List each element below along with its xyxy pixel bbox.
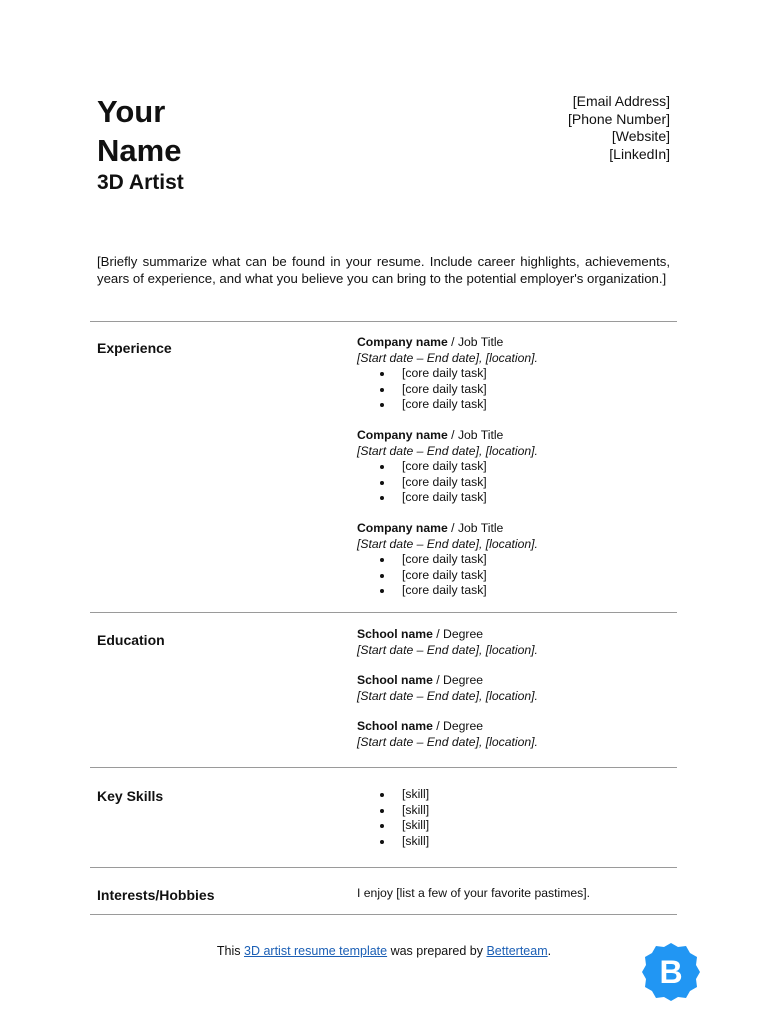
task-list bbox=[357, 552, 677, 599]
skill-item: [skill] bbox=[402, 803, 677, 819]
footer-prefix: This bbox=[216, 944, 244, 958]
divider bbox=[90, 321, 677, 322]
experience-list bbox=[357, 335, 677, 599]
footer-middle: was prepared by bbox=[387, 944, 487, 958]
name-line-1: Your bbox=[97, 94, 166, 129]
name-line-2: Name bbox=[97, 133, 182, 168]
divider bbox=[90, 767, 677, 768]
school-name: School name bbox=[357, 719, 433, 734]
education-entry bbox=[357, 673, 677, 704]
degree: Degree bbox=[443, 719, 484, 734]
badge-letter: B bbox=[659, 954, 683, 990]
task-item: [core daily task] bbox=[402, 459, 677, 475]
company-name: Company name bbox=[357, 335, 448, 349]
task-item: [core daily task] bbox=[402, 382, 677, 398]
task-item: [core daily task] bbox=[402, 490, 677, 506]
interests-text: I enjoy [list a few of your favorite pastimes]. bbox=[357, 886, 591, 900]
degree: Degree bbox=[443, 673, 484, 688]
task-item: [core daily task] bbox=[402, 568, 677, 584]
task-item: [core daily task] bbox=[402, 397, 677, 413]
divider bbox=[90, 914, 677, 915]
education-entry bbox=[357, 627, 677, 658]
separator: / bbox=[447, 335, 458, 349]
date-location: [Start date – End date], [location]. bbox=[357, 536, 538, 551]
task-list bbox=[357, 366, 677, 413]
contact-phone: [Phone Number] bbox=[568, 110, 670, 127]
date-location: [Start date – End date], [location]. bbox=[357, 688, 538, 703]
job-role: Job Title bbox=[457, 427, 504, 442]
date-location: [Start date – End date], [location]. bbox=[357, 443, 538, 458]
divider bbox=[90, 612, 677, 613]
date-location: [Start date – End date], [location]. bbox=[357, 350, 538, 365]
section-label-interests: Interests/Hobbies bbox=[97, 887, 215, 903]
company-name: Company name bbox=[357, 520, 448, 535]
divider bbox=[90, 867, 677, 868]
betterteam-link[interactable]: Betterteam bbox=[486, 944, 548, 958]
school-name: School name bbox=[357, 673, 433, 688]
skill-item: [skill] bbox=[402, 818, 677, 834]
separator: / bbox=[447, 427, 458, 442]
date-location: [Start date – End date], [location]. bbox=[357, 642, 538, 657]
experience-entry bbox=[357, 428, 677, 506]
education-entry bbox=[357, 719, 677, 750]
skill-list bbox=[357, 787, 677, 849]
skill-item: [skill] bbox=[402, 787, 677, 803]
section-label-skills: Key Skills bbox=[97, 788, 164, 804]
contact-linkedin: [LinkedIn] bbox=[609, 145, 670, 162]
company-name: Company name bbox=[357, 427, 448, 442]
candidate-name bbox=[97, 92, 181, 170]
summary-paragraph: [Briefly summarize what can be found in your resume. Include career highlights, achievements, years of experience, and what you believe you can bring to the potential employer's organization.] bbox=[97, 254, 670, 286]
separator: / bbox=[432, 627, 444, 641]
job-role: Job Title bbox=[457, 520, 504, 535]
date-location: [Start date – End date], [location]. bbox=[357, 734, 538, 749]
task-item: [core daily task] bbox=[402, 475, 677, 491]
separator: / bbox=[432, 719, 444, 734]
section-label-education: Education bbox=[97, 632, 165, 648]
skill-item: [skill] bbox=[402, 834, 677, 850]
experience-entry bbox=[357, 335, 677, 413]
degree: Degree bbox=[443, 627, 484, 641]
school-name: School name bbox=[357, 627, 433, 641]
separator: / bbox=[447, 520, 458, 535]
separator: / bbox=[432, 673, 444, 688]
section-label-experience: Experience bbox=[97, 340, 172, 356]
contact-email: [Email Address] bbox=[572, 93, 670, 109]
template-link[interactable]: 3D artist resume template bbox=[244, 944, 388, 958]
task-item: [core daily task] bbox=[402, 583, 677, 599]
education-list bbox=[357, 627, 677, 751]
resume-job-title: 3D Artist bbox=[97, 171, 184, 194]
betterteam-logo-icon[interactable] bbox=[640, 941, 702, 1003]
task-list bbox=[357, 459, 677, 506]
footer-suffix: . bbox=[547, 944, 552, 958]
task-item: [core daily task] bbox=[402, 366, 677, 382]
task-item: [core daily task] bbox=[402, 552, 677, 568]
contact-website: [Website] bbox=[611, 128, 670, 144]
job-role: Job Title bbox=[457, 335, 504, 349]
contact-block bbox=[568, 93, 670, 163]
experience-entry bbox=[357, 521, 677, 599]
skills-list bbox=[357, 787, 677, 849]
